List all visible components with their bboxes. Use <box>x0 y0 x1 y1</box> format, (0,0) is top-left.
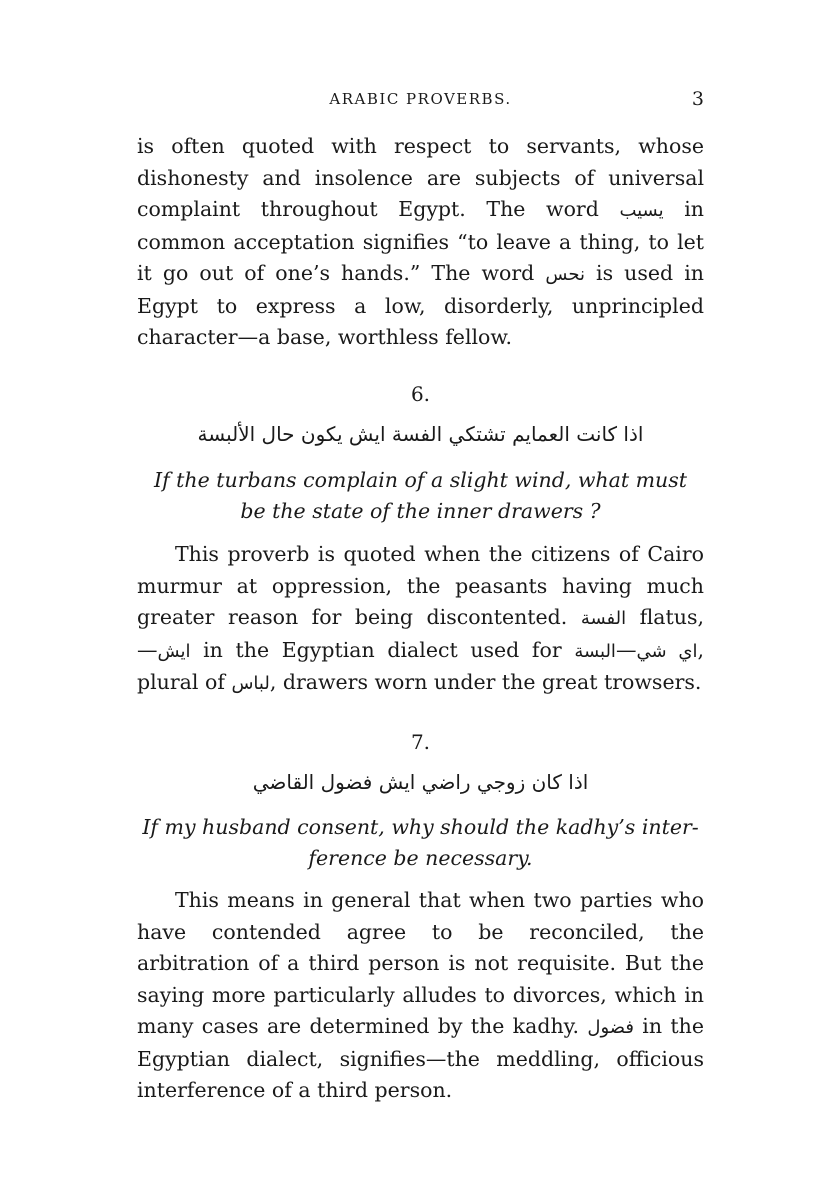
text-run: flatus, — <box>137 605 705 662</box>
text-run: , drawers worn under the great trowsers. <box>269 670 702 694</box>
proverb-translation <box>137 812 704 874</box>
arabic-word: البسة <box>574 640 616 662</box>
arabic-word: لباس <box>231 673 270 694</box>
running-title: ARABIC PROVERBS. <box>329 90 512 108</box>
translation-line: If the turbans complain of a slight wind, what must <box>153 468 688 492</box>
text-run: is used in Egypt to express a low, disorderly, unprincipled character—a base, worthless fellow. <box>137 261 704 349</box>
text-run: in the Egyptian dialect used for <box>190 637 575 662</box>
proverb-number: 6. <box>410 382 431 406</box>
text-run: , plural of <box>137 637 704 694</box>
text-run: in the Egyptian dialect, signifies—the meddling, officious interference of a third person. <box>137 1014 704 1102</box>
page-number: 3 <box>691 88 704 110</box>
arabic-word: فضول <box>587 1017 634 1038</box>
proverb-arabic: اذا كان زوجي راضي ايش فضول القاضي <box>252 770 589 794</box>
proverb-arabic: اذا كانت العمايم تشتكي الفسة ايش يكون حال الألبسة <box>197 422 644 446</box>
continuation-paragraph-block <box>137 131 704 354</box>
arabic-word: ايش <box>157 640 191 662</box>
commentary-block <box>137 885 704 1107</box>
arabic-word: اي شي <box>636 640 698 662</box>
running-head <box>137 88 704 112</box>
text-run: This proverb is quoted when the citizens of Cairo murmur at oppression, the peasants having much greater reason for being discontented. <box>137 542 704 629</box>
commentary-block <box>137 539 704 700</box>
translation-line: be the state of the inner drawers ? <box>240 499 601 523</box>
proverb-number: 7. <box>410 730 431 754</box>
proverb-commentary <box>137 885 704 1107</box>
translation-line: If my husband consent, why should the kadhy’s inter- <box>142 815 699 839</box>
arabic-word: يسيب <box>619 200 664 221</box>
text-run: is often quoted with respect to servants, whose dishonesty and insolence are subjects of universal complaint throughout Egypt. The word <box>137 134 704 221</box>
translation-line: ference be necessary. <box>308 846 533 870</box>
text-run: in common acceptation signifies “to leave a thing, to let it go out of one’s hands.” The word <box>137 197 704 285</box>
continuation-paragraph <box>137 131 704 354</box>
arabic-word: الفسة <box>580 608 627 629</box>
text-run: This means in general that when two parties who have contended agree to be reconciled, the arbitration of a third person is not requisite. But the saying more particularly alludes to divorces, which in many cases are determined by the kadhy. <box>137 888 704 1038</box>
proverb-translation <box>137 465 704 527</box>
arabic-word: نحس <box>545 264 585 285</box>
text-run: — <box>615 637 637 662</box>
proverb-commentary <box>137 539 704 700</box>
